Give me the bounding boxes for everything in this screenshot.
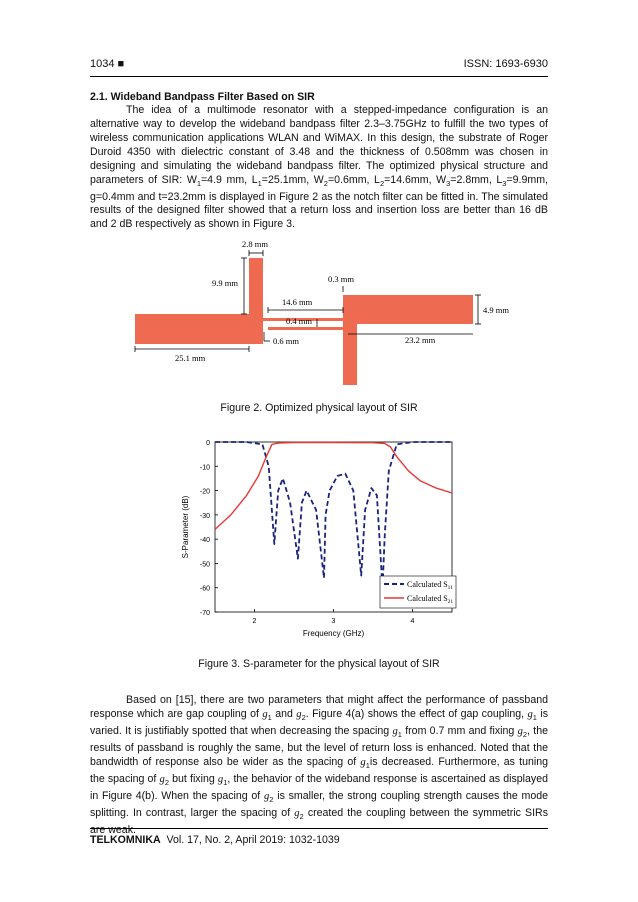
y-tick-label: -60 bbox=[199, 585, 210, 593]
legend-s21: Calculated $S_{21}$ bbox=[407, 594, 454, 605]
y-tick-label: -20 bbox=[199, 488, 210, 496]
y-tick-label: -30 bbox=[199, 512, 210, 520]
left-feed-line bbox=[135, 314, 254, 344]
figure-2-layout bbox=[130, 234, 520, 390]
paragraph-2: Based on [15], there are two parameters that might affect the performance of passband response which are gap coupling of $g_1$ and $g_2$. Figure 4(a) shows the effect of gap coupling, $g_1$ is varied. It is justifiably spotted that when decreasing the spacing $g_1$ from 0.7 mm and fixing $g_2$, the results of passband is roughly the same, but the level of return loss is enhanced. Noted that the bandwidth of response also be wider as the spacing of $g_1is$ decreased. Furthermore, as tuning the spacing of $g_2$ but fixing $g_1$, the behavior of the wideband response is ascertained as displayed in Figure 4(b). When the spacing of $g_2$ is smaller, the strong coupling strength causes the mode splitting. In contrast, larger the spacing of $g_2$ created the coupling between the symmetric SIRs are weak. bbox=[90, 694, 549, 836]
figure-3-caption: Figure 3. S-parameter for the physical layout of SIR bbox=[198, 658, 440, 670]
label-line-width: 0.6 mm bbox=[273, 336, 299, 346]
right-feed-line bbox=[343, 295, 473, 324]
running-header bbox=[90, 58, 548, 74]
page-number: 1034 bbox=[90, 58, 115, 70]
label-left-length: 25.1 mm bbox=[175, 353, 206, 363]
footer-journal: TELKOMNIKA bbox=[90, 834, 161, 846]
right-stub bbox=[343, 324, 357, 385]
y-tick-label: -70 bbox=[199, 610, 210, 617]
footer-details: Vol. 17, No. 2, April 2019: 1032-1039 bbox=[166, 834, 340, 846]
chart-legend bbox=[380, 576, 456, 608]
coupled-line-right bbox=[268, 327, 348, 330]
label-right-length: 23.2 mm bbox=[405, 335, 436, 345]
figure-2-caption: Figure 2. Optimized physical layout of SIR bbox=[220, 402, 418, 414]
legend-s11: Calculated $S_{11}$ bbox=[407, 580, 453, 591]
y-tick-label: -40 bbox=[199, 537, 210, 545]
label-top-width: 2.8 mm bbox=[242, 239, 268, 249]
x-axis-label: Frequency (GHz) bbox=[302, 629, 365, 638]
label-coupled-length: 14.6 mm bbox=[282, 297, 313, 307]
label-gap-offset: 0.3 mm bbox=[328, 274, 354, 284]
x-tick-label: 4 bbox=[410, 618, 415, 625]
figure-3-chart bbox=[170, 432, 470, 644]
header-rule bbox=[90, 76, 548, 77]
x-tick-label: 2 bbox=[252, 618, 257, 625]
footer bbox=[90, 834, 340, 846]
paragraph-1: The idea of a multimode resonator with a stepped-impedance configuration is an alternative way to develop the wideband bandpass filter 2.3–3.75GHz to fulfill the two types of wireless communication applications WLAN and WiMAX. In this design, the substrate of Roger Duroid 4350 with dielectric constant of 3.48 and the thickness of 0.508mm was chosen in designing and simulating the wideband bandpass filter. The optimized physical structure and parameters of SIR: $W_1=4.9$ mm, $L_1=25.1mm$, $W_2=0.6mm$, $L_2=14.6mm$, $W_3=2.8mm$, $L_3=9.9mm$, g=0.4mm and t=23.2mm is displayed in Figure 2 as the notch filter can be fitted in. The simulated results of the designed filter showed that a return loss and insertion loss are better than 16 dB and 2 dB respectively as shown in Figure 3. bbox=[90, 104, 548, 231]
issn: ISSN: 1693-6930 bbox=[463, 58, 548, 70]
label-gap: 0.4 mm bbox=[286, 316, 312, 326]
left-stub bbox=[249, 258, 263, 344]
series-calculated-s11 bbox=[215, 442, 452, 588]
square-glyph: ■ bbox=[117, 58, 125, 70]
y-tick-label: 0 bbox=[206, 440, 210, 447]
y-tick-label: -50 bbox=[199, 561, 210, 569]
label-right-width: 4.9 mm bbox=[483, 305, 509, 315]
y-tick-label: -10 bbox=[199, 464, 210, 472]
x-tick-label: 3 bbox=[331, 618, 336, 625]
label-stub-height: 9.9 mm bbox=[212, 278, 238, 288]
section-title: 2.1. Wideband Bandpass Filter Based on SIR bbox=[90, 91, 315, 103]
footer-rule bbox=[90, 828, 548, 829]
y-axis-label: S-Parameter (dB) bbox=[181, 495, 190, 559]
page-number-group bbox=[90, 58, 124, 70]
series-calculated-s21 bbox=[215, 443, 452, 530]
